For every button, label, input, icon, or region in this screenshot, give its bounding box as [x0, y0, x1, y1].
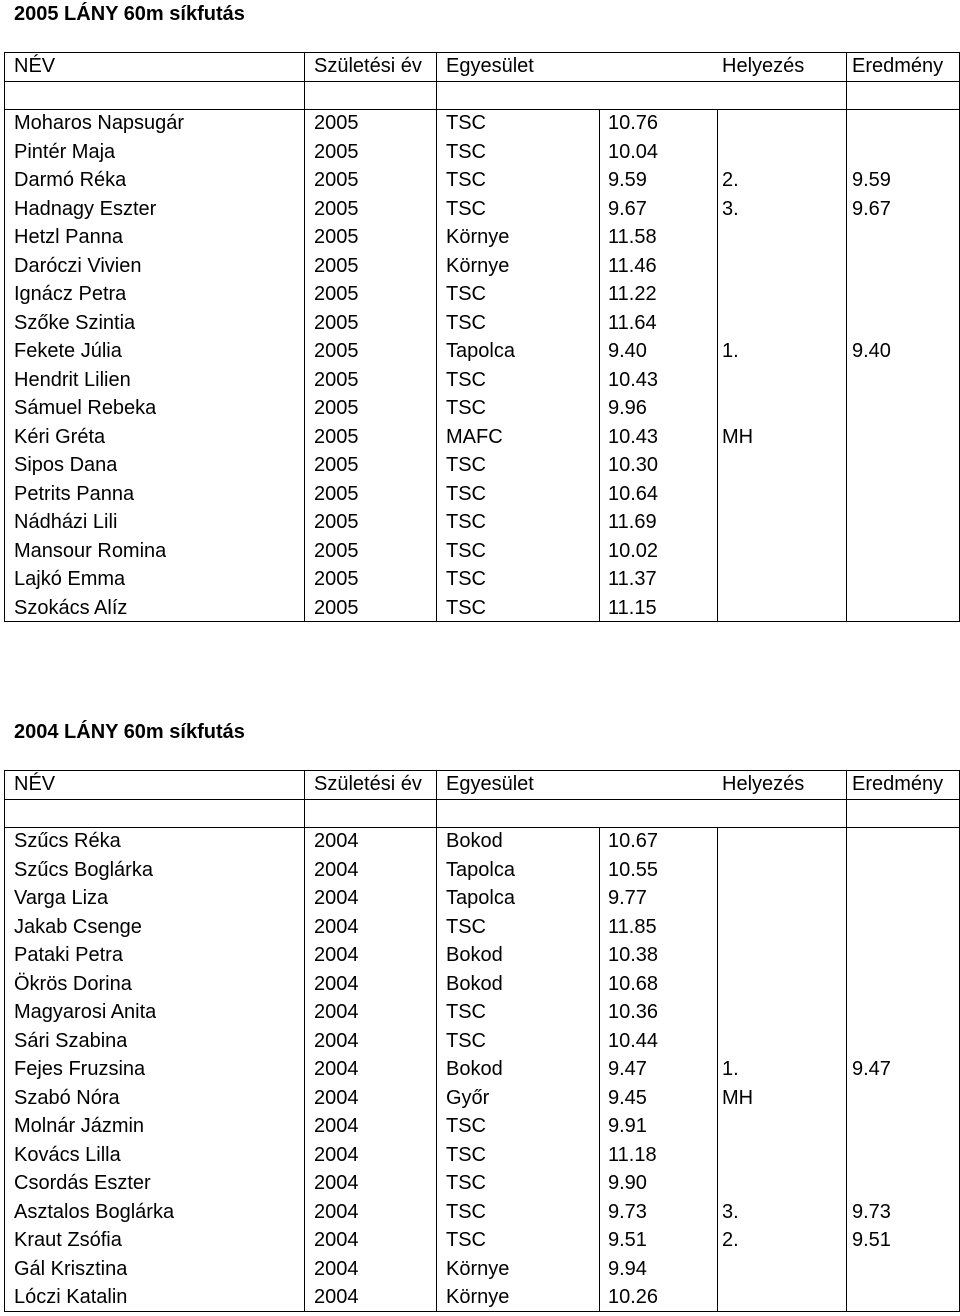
table-row [4, 941, 960, 970]
cell-time: 11.37 [608, 568, 657, 590]
cell-name: Asztalos Boglárka [14, 1200, 175, 1223]
cell-year: 2004 [314, 1200, 359, 1223]
cell-year: 2004 [314, 915, 359, 938]
cell-time: 9.94 [608, 1257, 647, 1280]
cell-time: 9.47 [608, 1058, 647, 1080]
cell-year: 2005 [314, 140, 359, 163]
cell-club: TSC [446, 1200, 486, 1223]
cell-year: 2004 [314, 830, 359, 852]
results-section [0, 0, 960, 626]
cell-club: TSC [446, 539, 486, 562]
table-row [4, 1198, 960, 1227]
cell-year: 2004 [314, 1257, 359, 1280]
table-rule [304, 827, 305, 1312]
table-rule [304, 770, 305, 827]
cell-time: 10.04 [608, 140, 659, 163]
cell-club: Győr [446, 1086, 490, 1109]
cell-club: TSC [446, 1143, 486, 1166]
cell-name: Ignácz Petra [14, 283, 127, 305]
cell-name: Jakab Csenge [14, 915, 142, 938]
header-club: Egyesület [446, 773, 534, 795]
cell-name: Fejes Fruzsina [14, 1058, 146, 1080]
table-row [4, 1141, 960, 1170]
cell-name: Hendrit Lilien [14, 368, 131, 391]
section-title: 2004 LÁNY 60m síkfutás [14, 721, 245, 743]
table-rule [4, 799, 960, 800]
cell-time: 10.64 [608, 482, 659, 505]
cell-name: Nádházi Lili [14, 511, 118, 533]
cell-year: 2004 [314, 1229, 359, 1251]
cell-name: Mansour Romina [14, 539, 167, 562]
cell-time: 11.22 [608, 283, 657, 305]
cell-year: 2005 [314, 482, 359, 505]
table-row [4, 565, 960, 594]
table-row [4, 480, 960, 509]
cell-time: 9.67 [608, 197, 647, 220]
table-rule [599, 827, 600, 1312]
header-place: Helyezés [722, 773, 805, 795]
cell-time: 11.46 [608, 254, 657, 277]
table-spacer-row [4, 81, 960, 110]
cell-year: 2004 [314, 972, 359, 995]
cell-name: Pintér Maja [14, 140, 116, 163]
table-row [4, 223, 960, 252]
table-row [4, 1255, 960, 1284]
cell-name: Szokács Alíz [14, 596, 128, 619]
cell-result: 9.47 [852, 1058, 891, 1080]
table-row [4, 508, 960, 537]
cell-name: Ökrös Dorina [14, 972, 132, 995]
cell-result: 9.67 [852, 197, 891, 220]
header-year: Születési év [314, 55, 422, 77]
table-row [4, 1055, 960, 1084]
table-rule [4, 52, 960, 53]
table-rule [846, 109, 847, 622]
cell-name: Petrits Panna [14, 482, 135, 505]
table-row [4, 1169, 960, 1198]
table-rule [4, 621, 960, 622]
cell-time: 10.76 [608, 112, 659, 134]
table-row [4, 337, 960, 366]
table-rule [4, 81, 960, 82]
table-rule [846, 827, 847, 1312]
cell-time: 9.77 [608, 887, 647, 909]
header-place: Helyezés [722, 55, 805, 77]
cell-place: 2. [722, 1229, 739, 1251]
results-section [0, 718, 960, 1316]
cell-name: Kraut Zsófia [14, 1229, 122, 1251]
table-row [4, 252, 960, 281]
cell-club: TSC [446, 140, 486, 163]
table-row [4, 280, 960, 309]
cell-time: 9.96 [608, 397, 647, 419]
cell-year: 2005 [314, 311, 359, 334]
table-rule [4, 770, 960, 771]
cell-time: 9.73 [608, 1200, 647, 1223]
cell-club: Környe [446, 1257, 510, 1280]
cell-place: MH [722, 425, 754, 448]
cell-time: 9.45 [608, 1086, 647, 1109]
cell-place: 3. [722, 1200, 739, 1223]
table-rule [436, 827, 437, 1312]
table-row [4, 1027, 960, 1056]
cell-name: Hadnagy Eszter [14, 197, 157, 220]
cell-club: Bokod [446, 972, 503, 995]
cell-year: 2005 [314, 368, 359, 391]
cell-time: 9.59 [608, 169, 647, 191]
cell-name: Szűcs Réka [14, 830, 121, 852]
cell-time: 10.26 [608, 1286, 659, 1308]
cell-result: 9.40 [852, 340, 891, 362]
cell-time: 10.67 [608, 830, 659, 852]
cell-name: Pataki Petra [14, 944, 123, 966]
cell-time: 10.30 [608, 454, 659, 476]
cell-name: Hetzl Panna [14, 226, 123, 248]
cell-name: Lóczi Katalin [14, 1286, 128, 1308]
cell-year: 2005 [314, 511, 359, 533]
cell-time: 10.68 [608, 972, 659, 995]
cell-club: MAFC [446, 425, 503, 448]
cell-year: 2004 [314, 1115, 359, 1137]
cell-club: TSC [446, 1029, 486, 1052]
cell-year: 2004 [314, 944, 359, 966]
cell-year: 2004 [314, 1001, 359, 1023]
cell-club: TSC [446, 169, 486, 191]
cell-place: 1. [722, 340, 739, 362]
cell-year: 2005 [314, 254, 359, 277]
cell-year: 2005 [314, 226, 359, 248]
table-rule [846, 52, 847, 109]
cell-year: 2004 [314, 858, 359, 881]
cell-club: TSC [446, 915, 486, 938]
cell-club: TSC [446, 1172, 486, 1194]
table-rule [4, 827, 960, 828]
table-rule [4, 109, 5, 622]
cell-time: 11.15 [608, 596, 657, 619]
table-row [4, 970, 960, 999]
cell-club: Bokod [446, 944, 503, 966]
cell-club: TSC [446, 1115, 486, 1137]
cell-club: TSC [446, 482, 486, 505]
cell-result: 9.73 [852, 1200, 891, 1223]
cell-time: 9.40 [608, 340, 647, 362]
cell-time: 10.43 [608, 425, 659, 448]
cell-name: Kovács Lilla [14, 1143, 121, 1166]
table-header-row [4, 770, 960, 799]
table-header-row [4, 52, 960, 81]
cell-name: Magyarosi Anita [14, 1001, 157, 1023]
table-row [4, 138, 960, 167]
cell-year: 2005 [314, 283, 359, 305]
header-name: NÉV [14, 55, 56, 77]
cell-club: Tapolca [446, 340, 515, 362]
cell-year: 2005 [314, 425, 359, 448]
cell-time: 10.38 [608, 944, 659, 966]
table-row [4, 451, 960, 480]
cell-time: 11.69 [608, 511, 657, 533]
table-rule [436, 770, 437, 827]
cell-year: 2005 [314, 454, 359, 476]
header-name: NÉV [14, 773, 56, 795]
header-year: Születési év [314, 773, 422, 795]
table-rule [846, 770, 847, 827]
cell-name: Varga Liza [14, 887, 109, 909]
cell-name: Csordás Eszter [14, 1172, 151, 1194]
table-row [4, 1226, 960, 1255]
cell-club: TSC [446, 568, 486, 590]
table-spacer-row [4, 799, 960, 828]
cell-time: 9.51 [608, 1229, 647, 1251]
cell-club: Tapolca [446, 887, 515, 909]
cell-place: 3. [722, 197, 739, 220]
table-rule [436, 109, 437, 622]
cell-name: Molnár Jázmin [14, 1115, 145, 1137]
table-row [4, 998, 960, 1027]
cell-year: 2005 [314, 596, 359, 619]
cell-name: Szűcs Boglárka [14, 858, 153, 881]
table-row [4, 109, 960, 138]
cell-name: Moharos Napsugár [14, 112, 185, 134]
table-row [4, 309, 960, 338]
cell-time: 10.43 [608, 368, 659, 391]
cell-year: 2004 [314, 1286, 359, 1308]
cell-name: Sámuel Rebeka [14, 397, 157, 419]
cell-year: 2005 [314, 169, 359, 191]
cell-year: 2004 [314, 1029, 359, 1052]
cell-place: 2. [722, 169, 739, 191]
table-row [4, 166, 960, 195]
cell-year: 2005 [314, 397, 359, 419]
cell-time: 9.91 [608, 1115, 647, 1137]
cell-club: TSC [446, 596, 486, 619]
cell-name: Szőke Szintia [14, 311, 136, 334]
table-row [4, 827, 960, 856]
cell-name: Sipos Dana [14, 454, 118, 476]
cell-time: 11.85 [608, 915, 657, 938]
table-row [4, 856, 960, 885]
table-row [4, 884, 960, 913]
cell-time: 10.44 [608, 1029, 659, 1052]
table-row [4, 423, 960, 452]
cell-year: 2005 [314, 197, 359, 220]
cell-name: Darmó Réka [14, 169, 127, 191]
table-row [4, 913, 960, 942]
cell-name: Fekete Júlia [14, 340, 122, 362]
cell-year: 2004 [314, 1058, 359, 1080]
cell-club: TSC [446, 283, 486, 305]
cell-year: 2005 [314, 568, 359, 590]
header-club: Egyesület [446, 55, 534, 77]
cell-club: Környe [446, 1286, 510, 1308]
cell-place: MH [722, 1086, 754, 1109]
cell-club: TSC [446, 511, 486, 533]
table-rule [4, 770, 5, 827]
table-row [4, 537, 960, 566]
cell-name: Sári Szabina [14, 1029, 128, 1052]
cell-club: Környe [446, 254, 510, 277]
table-rule [304, 109, 305, 622]
cell-name: Lajkó Emma [14, 568, 126, 590]
cell-club: TSC [446, 197, 486, 220]
cell-time: 11.18 [608, 1143, 657, 1166]
cell-club: TSC [446, 454, 486, 476]
cell-club: TSC [446, 112, 486, 134]
table-row [4, 594, 960, 623]
header-result: Eredmény [852, 55, 944, 77]
cell-club: TSC [446, 1001, 486, 1023]
results-table [4, 52, 960, 622]
cell-time: 10.36 [608, 1001, 659, 1023]
cell-club: Környe [446, 226, 510, 248]
cell-name: Szabó Nóra [14, 1086, 120, 1109]
cell-year: 2004 [314, 887, 359, 909]
table-row [4, 1283, 960, 1312]
table-rule [4, 827, 5, 1312]
table-row [4, 366, 960, 395]
table-rule [4, 109, 960, 110]
table-rule [436, 52, 437, 109]
cell-year: 2004 [314, 1143, 359, 1166]
header-result: Eredmény [852, 773, 944, 795]
cell-club: Bokod [446, 830, 503, 852]
section-title: 2005 LÁNY 60m síkfutás [14, 3, 245, 25]
cell-result: 9.59 [852, 169, 891, 191]
cell-year: 2004 [314, 1086, 359, 1109]
table-row [4, 195, 960, 224]
cell-result: 9.51 [852, 1229, 891, 1251]
cell-name: Kéri Gréta [14, 425, 106, 448]
cell-year: 2005 [314, 539, 359, 562]
table-rule [717, 109, 718, 622]
table-rule [304, 52, 305, 109]
table-rule [599, 109, 600, 622]
cell-club: TSC [446, 368, 486, 391]
cell-year: 2004 [314, 1172, 359, 1194]
table-row [4, 394, 960, 423]
cell-time: 11.58 [608, 226, 657, 248]
cell-time: 10.02 [608, 539, 659, 562]
cell-club: Bokod [446, 1058, 503, 1080]
table-rule [4, 1311, 960, 1312]
table-row [4, 1112, 960, 1141]
cell-club: Tapolca [446, 858, 515, 881]
cell-year: 2005 [314, 112, 359, 134]
cell-club: TSC [446, 397, 486, 419]
cell-place: 1. [722, 1058, 739, 1080]
table-rule [4, 52, 5, 109]
cell-time: 10.55 [608, 858, 659, 881]
cell-name: Daróczi Vivien [14, 254, 142, 277]
cell-time: 9.90 [608, 1172, 647, 1194]
cell-club: TSC [446, 311, 486, 334]
results-table [4, 770, 960, 1312]
table-rule [717, 827, 718, 1312]
cell-name: Gál Krisztina [14, 1257, 128, 1280]
cell-club: TSC [446, 1229, 486, 1251]
table-row [4, 1084, 960, 1113]
cell-year: 2005 [314, 340, 359, 362]
cell-time: 11.64 [608, 311, 657, 334]
